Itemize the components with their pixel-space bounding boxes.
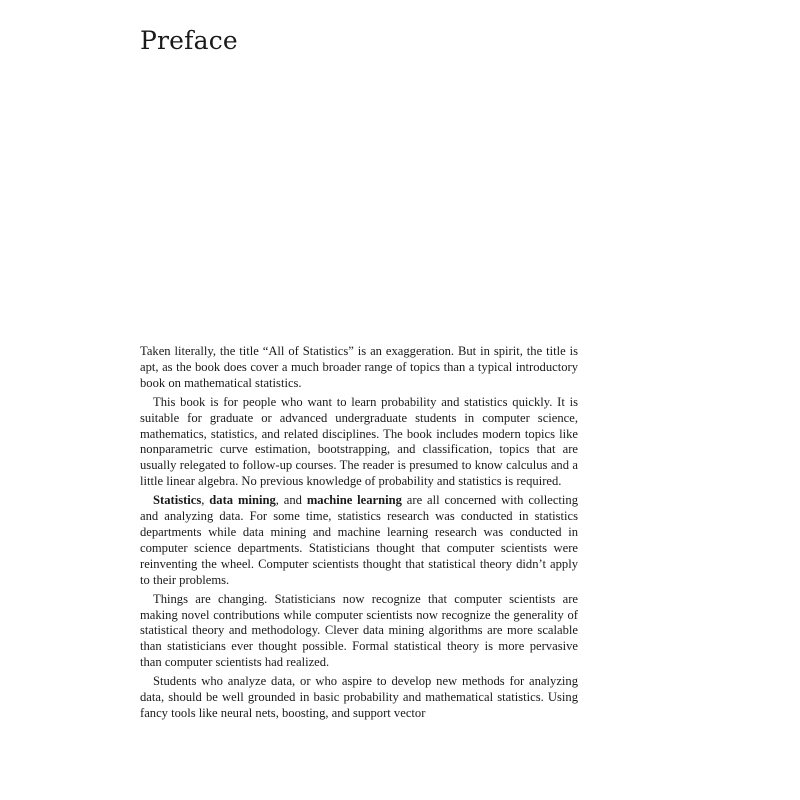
paragraph-3-text: are all concerned with collecting and analyzing data. For some time, statistics research was conducted in statistics departments while data mining and machine learning research was conducted in computer science departments. Statisticians thought that computer scientists were reinventing the wheel. Computer scientists thought that statistical theory didn’t apply to their problems. — [140, 493, 578, 587]
paragraph-4: Things are changing. Statisticians now recognize that computer scientists are making novel contributions while computer scientists now recognize the generality of statistical theory and methodology. Clever data mining algorithms are more scalable than statisticians ever thought possible. Formal statistical theory is more pervasive than computer scientists had realized. — [140, 591, 578, 670]
term-statistics: Statistics — [153, 493, 202, 508]
term-separator: , — [201, 493, 210, 508]
term-data-mining: data mining — [209, 493, 276, 508]
paragraph-2: This book is for people who want to learn probability and statistics quickly. It is suitable for graduate or advanced undergraduate students in computer science, mathematics, statistics, and related disciplines. The book includes modern topics like nonparametric curve estimation, bootstrapping, and classification, topics that are usually relegated to follow-up courses. The reader is presumed to know calculus and a little linear algebra. No previous knowledge of probability and statistics is required. — [140, 394, 578, 489]
page-title: Preface — [140, 26, 238, 55]
paragraph-1: Taken literally, the title “All of Statistics” is an exaggeration. But in spirit, the title is apt, as the book does cover a much broader range of topics than a typical introductory book on mathematical statistics. — [140, 344, 578, 390]
paragraph-3 — [140, 493, 578, 588]
term-separator: , and — [275, 493, 307, 508]
preface-body — [140, 344, 578, 725]
paragraph-5: Students who analyze data, or who aspire to develop new methods for analyzing data, should be well grounded in basic probability and mathematical statistics. Using fancy tools like neural nets, boosting, and support vector — [140, 674, 578, 720]
term-machine-learning: machine learning — [306, 493, 402, 508]
